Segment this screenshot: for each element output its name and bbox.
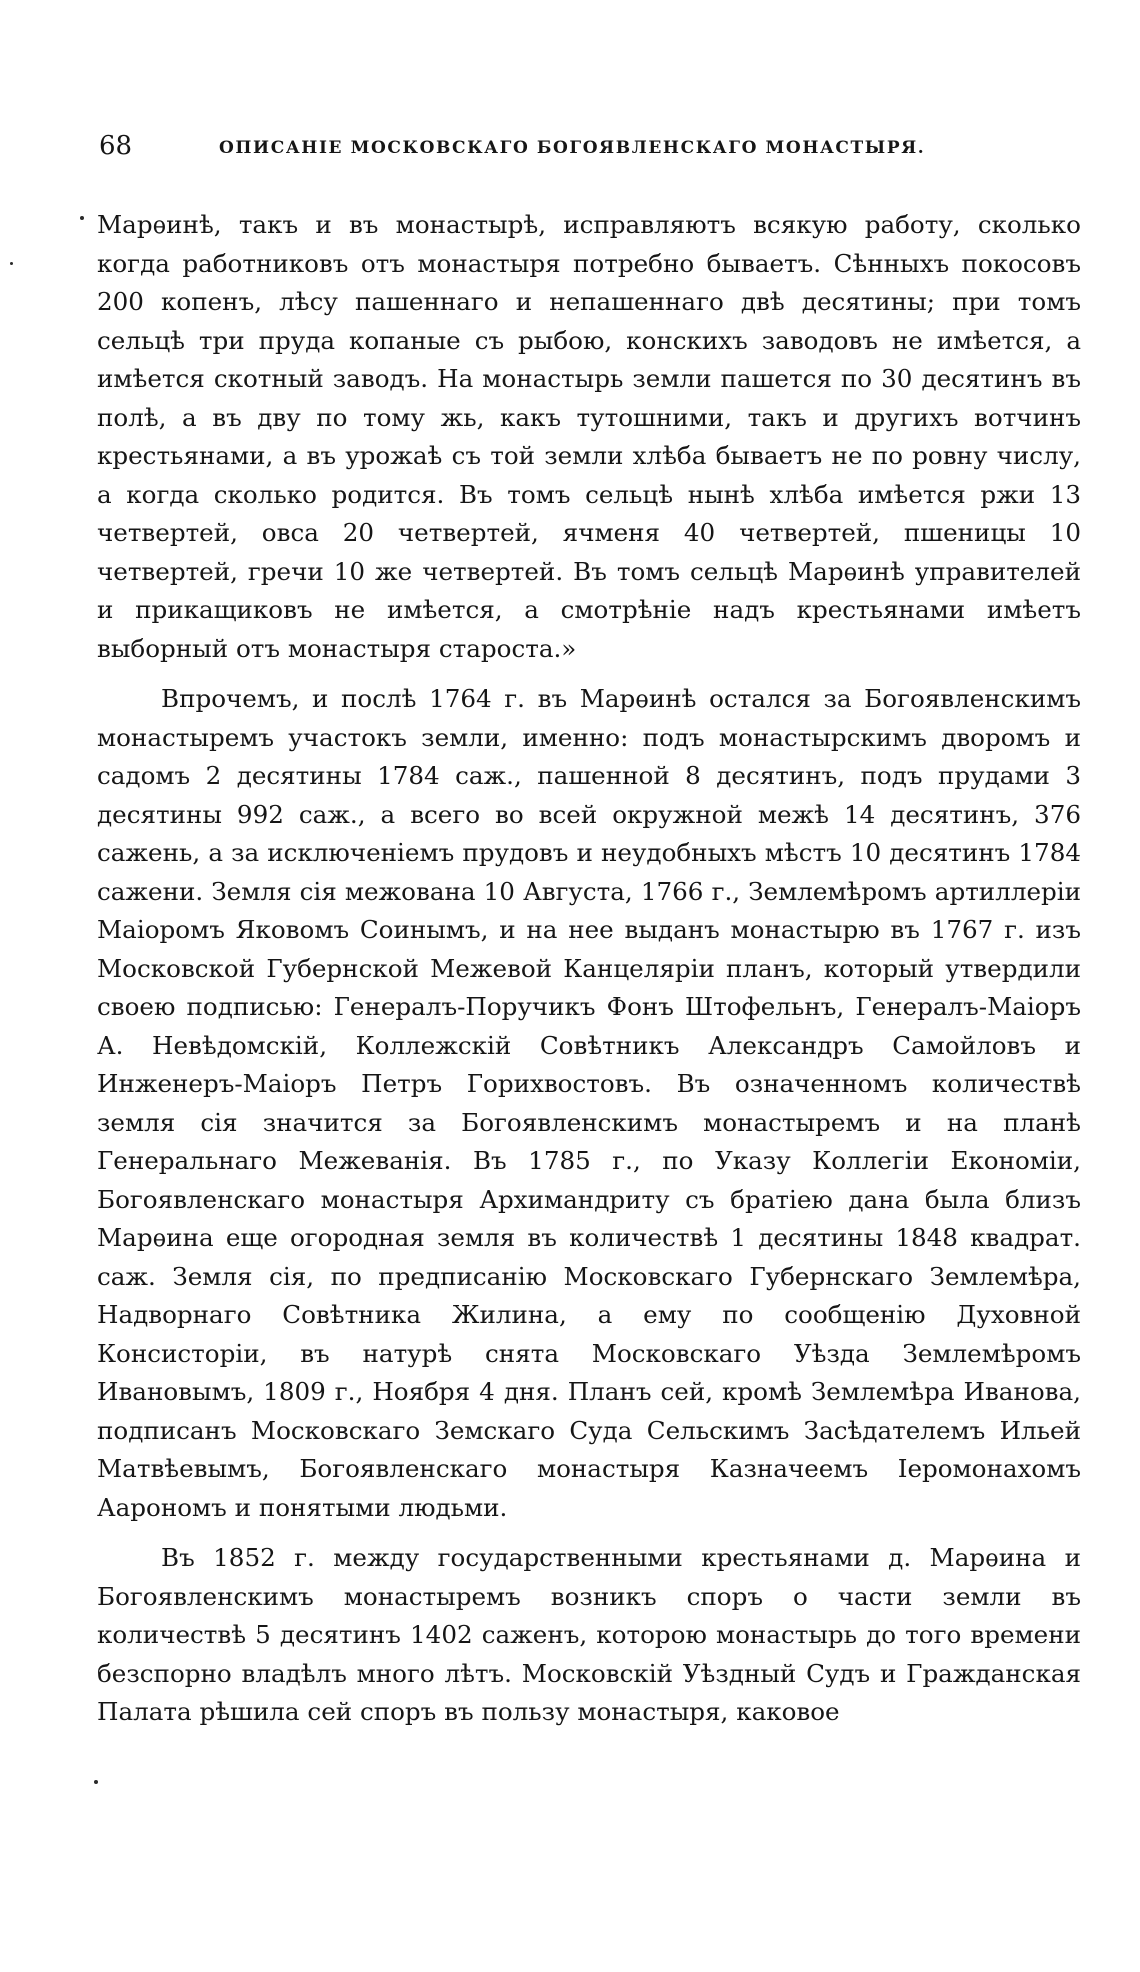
margin-speck bbox=[94, 1780, 98, 1784]
paragraph-land-survey: Впрочемъ, и послѣ 1764 г. въ Марѳинѣ остался за Богоявленскимъ монастыремъ участокъ земли, именно: подъ монастырскимъ дворомъ и садомъ 2 десятины 1784 саж., пашенной 8 десятинъ, подъ прудами 3 десятины 992 саж., а всего во всей окружной межѣ 14 десятинъ, 376 сажень, а за исключеніемъ прудовъ и неудобныхъ мѣстъ 10 десятинъ 1784 сажени. Земля сія межована 10 Августа, 1766 г., Землемѣромъ артиллеріи Маіоромъ Яковомъ Соинымъ, и на нее выданъ монастырю въ 1767 г. изъ Московской Губернской Межевой Канцеляріи планъ, который утвердили своею подписью: Генералъ-Поручикъ Фонъ Штофельнъ, Генералъ-Маіоръ А. Невѣдомскій, Коллежскій Совѣтникъ Александръ Самойловъ и Инженеръ-Маіоръ Петръ Горихвостовъ. Въ означенномъ количествѣ земля сія значится за Богоявленскимъ монастыремъ и на планѣ Генеральнаго Межеванія. Въ 1785 г., по Указу Коллегіи Економіи, Богоявленскаго монастыря Архимандриту съ братіею дана была близъ Марѳина еще огородная земля въ количествѣ 1 десятины 1848 квадрат. саж. Земля сія, по предписанію Московскаго Губернскаго Землемѣра, Надворнаго Совѣтника Жилина, а ему по сообщенію Духовной Консисторіи, въ натурѣ снята Московскаго Уѣзда Землемѣромъ Ивановымъ, 1809 г., Ноября 4 дня. Планъ сей, кромѣ Землемѣра Иванова, подписанъ Московскаго Земскаго Суда Сельскимъ Засѣдателемъ Ильей Матвѣевымъ, Богоявленскаго монастыря Казначеемъ Іеромонахомъ Аарономъ и понятыми людьми. bbox=[97, 684, 1081, 1522]
margin-speck bbox=[80, 216, 84, 220]
body-text bbox=[97, 206, 1081, 1732]
paragraph-continued: Марѳинѣ, такъ и въ монастырѣ, исправляютъ всякую работу, сколько когда работниковъ отъ монастыря потребно бываетъ. Сѣнныхъ покосовъ 200 копенъ, лѣсу пашеннаго и непашеннаго двѣ десятины; при томъ сельцѣ три пруда копаные съ рыбою, конскихъ заводовъ не имѣется, а имѣется скотный заводъ. На монастырь земли пашется по 30 десятинъ въ полѣ, а въ дву по тому жь, какъ тутошними, такъ и другихъ вотчинъ крестьянами, а въ урожаѣ съ той земли хлѣба бываетъ не по ровну числу, а когда сколько родится. Въ томъ сельцѣ нынѣ хлѣба имѣется ржи 13 четвертей, овса 20 четвертей, ячменя 40 четвертей, пшеницы 10 четвертей, гречи 10 же четвертей. Въ томъ сельцѣ Марѳинѣ управителей и прикащиковъ не имѣется, а смотрѣніе надъ крестьянами имѣетъ выборный отъ монастыря староста.» bbox=[97, 210, 1081, 663]
running-head bbox=[99, 126, 1079, 166]
page-number: 68 bbox=[99, 131, 133, 161]
paragraph-land-dispute: Въ 1852 г. между государственными крестьянами д. Марѳина и Богоявленскимъ монастыремъ возникъ споръ о части земли въ количествѣ 5 десятинъ 1402 саженъ, которою монастырь до того времени безспорно владѣлъ много лѣтъ. Московскій Уѣздный Судъ и Гражданская Палата рѣшила сей споръ въ пользу монастыря, каковое bbox=[97, 1543, 1081, 1726]
margin-speck bbox=[10, 262, 13, 265]
header-title: ОПИСАНІЕ МОСКОВСКАГО БОГОЯВЛЕНСКАГО МОНАСТЫРЯ. bbox=[219, 138, 926, 158]
